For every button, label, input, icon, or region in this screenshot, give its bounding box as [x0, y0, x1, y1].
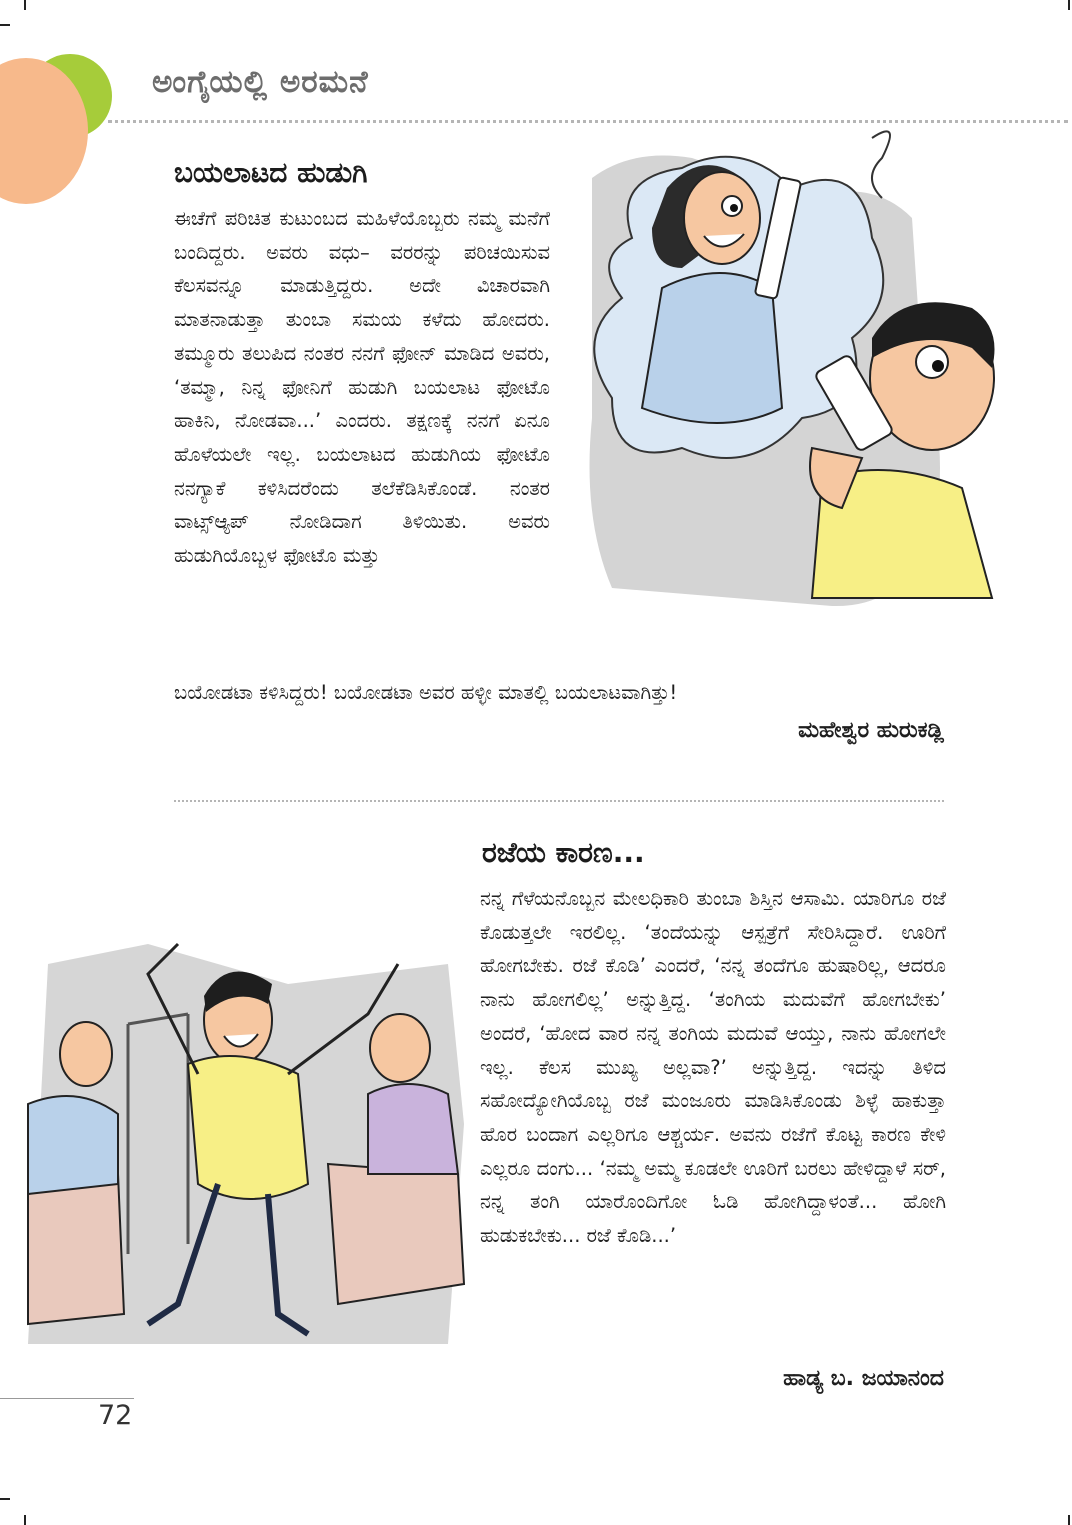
woman-face	[684, 172, 760, 264]
text-line: ವರರನ್ನು ಪರಿಚಯಿಸುವ ಕೆಲಸವನ್ನೂ	[174, 240, 551, 298]
story1-title: ಬಯಲಾಟದ ಹುಡುಗಿ	[174, 156, 368, 189]
text-line: ನಮ್ಮ ಮನೆಗೆ ಬಂದಿದ್ದರು. ಅವರು ವಧು–	[174, 207, 550, 264]
story2-author: ಹಾಡ್ಯ ಬ. ಜಯಾನಂದ	[783, 1366, 944, 1391]
dancer-shirt	[188, 1056, 308, 1199]
crop-mark-bottom-left	[24, 1515, 26, 1525]
story1-body	[174, 202, 550, 573]
crop-mark-top-left	[24, 0, 26, 10]
text-line: ‘ತಂಗಿಯ ಮದುವೆಗೆ ಹೋಗಬೇಕು’ ಅಂದರೆ, ‘ಹೋದ	[480, 988, 946, 1045]
text-line: ತಕ್ಷಣಕ್ಕೆ ನನಗೆ ಏನೂ ಹೊಳೆಯಲೇ ಇಲ್ಲ.	[174, 409, 550, 466]
text-line: ವಾರ ನನ್ನ ತಂಗಿಯ ಮದುವೆ ಆಯ್ತು, ನಾನು ಹೋಗಲೇ	[598, 1021, 946, 1045]
text-line: ಹುಷಾರಿಲ್ಲ, ಆದರೂ ನಾನು ಹೋಗಲಿಲ್ಲ’ ಅನ್ನುತ್ತಿದ್ದ.	[480, 954, 946, 1012]
bubble-tail	[872, 131, 890, 198]
text-line: ನಿನ್ನ ಫೋನಿಗೆ ಹುಡುಗಿ ಬಯಲಾಟ	[241, 375, 481, 399]
story2-body	[480, 882, 946, 1253]
text-line: ಸಹೋದ್ಯೋಗಿಯೊಬ್ಬ ರಜೆ ಮಂಜೂರು ಮಾಡಿಸಿಕೊಂಡು	[480, 1089, 842, 1113]
crop-mark-left-upper	[0, 24, 10, 26]
text-line: ನನ್ನ ಗೆಳೆಯನೊಬ್ಬನ ಮೇಲಧಿಕಾರಿ ತುಂಬಾ ಶಿಸ್ತಿನ	[480, 887, 784, 910]
text-line: ಹೋದರು. ತಮ್ಮೂರು ತಲುಪಿದ ನಂತರ	[174, 308, 550, 365]
coworker-left-shirt	[28, 1096, 118, 1194]
text-line: ನಂತರ ವಾಟ್ಸ್ಆ್ಯಪ್ ನೋಡಿದಾಗ ತಿಳಿಯಿತು.	[174, 476, 550, 534]
text-line: ಹೋಗಿ ಹುಡುಕಬೇಕು... ರಜೆ ಕೊಡಿ...’	[480, 1190, 946, 1248]
crop-mark-top-right	[1068, 0, 1070, 10]
story2-paragraph	[480, 882, 946, 1253]
text-line: ಇಲ್ಲ. ಕೆಲಸ ಮುಖ್ಯ ಅಲ್ಲವಾ?’ ಅನ್ನುತ್ತಿದ್ದ. ಇದನ್ನು ತಿಳಿದ	[480, 1055, 946, 1079]
text-line: ಆಸಾಮಿ. ಯಾರಿಗೂ ರಜೆ ಕೊಡುತ್ತಲೇ ಇರಲಿಲ್ಲ.	[480, 887, 946, 944]
coworker-right-jacket	[368, 1084, 458, 1174]
text-line: ನನಗೆ ಫೋನ್ ಮಾಡಿದ ಅವರು, ‘ತಮ್ಮಾ,	[174, 341, 550, 399]
text-line: ‘ತಂದೆಯನ್ನು ಆಸ್ಪತ್ರೆಗೆ ಸೇರಿಸಿದ್ದಾರೆ. ಊರಿಗೆ	[644, 920, 946, 944]
coworker-right-face	[370, 1014, 430, 1082]
text-line: ಬಯಲಾಟದ ಹುಡುಗಿಯ ಫೋಟೊ	[316, 442, 550, 466]
story-divider	[174, 800, 944, 802]
story1-last-line: ಬಯೋಡಟಾ ಕಳಿಸಿದ್ದರು! ಬಯೋಡಟಾ ಅವರ ಹಳ್ಳೀ ಮಾತಲ್ಲಿ ಬಯಲಾಟವಾಗಿತ್ತು!	[174, 681, 678, 704]
crop-mark-left-lower	[0, 1498, 10, 1500]
story1-paragraph	[174, 202, 550, 573]
text-line: ಶಿಳ್ಳೆ ಹಾಕುತ್ತಾ ಹೊರ ಬಂದಾಗ ಎಲ್ಲರಿಗೂ ಆಶ್ಚರ್ಯ.	[480, 1089, 947, 1146]
text-line: ನನಗ್ಯಾಕೆ ಕಳಿಸಿದರೆಂದು ತಲೆಕೆಡಿಸಿಕೊಂಡೆ.	[174, 476, 478, 500]
text-line: ಫೋಟೊ ಹಾಕಿನಿ, ನೋಡವಾ...’ ಎಂದರು.	[174, 375, 551, 433]
text-line: ‘ನಮ್ಮ ಅಮ್ಮ ಕೂಡಲೇ ಊರಿಗೆ ಬರಲು ಹೇಳಿದ್ದಾಳೆ ಸರ್,	[599, 1156, 946, 1180]
text-line: ಅವರು ಹುಡುಗಿಯೊಬ್ಬಳ ಫೋಟೊ ಮತ್ತು	[174, 510, 550, 568]
page-number: 72	[98, 1400, 133, 1431]
text-line: ಹೋಗಬೇಕು. ರಜೆ ಕೊಡಿ’ ಎಂದರೆ, ‘ನನ್ನ ತಂದೆಗೂ	[480, 954, 809, 978]
page-number-rule	[0, 1398, 134, 1399]
text-line: ಮಾತನಾಡುತ್ತಾ ತುಂಬಾ ಸಮಯ ಕಳೆದು	[174, 308, 462, 332]
story1-author: ಮಹೇಶ್ವರ ಹುರುಕಡ್ಲಿ	[798, 718, 944, 743]
text-line: ಈಚೆಗೆ ಪರಿಚಿತ ಕುಟುಂಬದ ಮಹಿಳೆಯೊಬ್ಬರು	[174, 207, 460, 230]
crop-mark-bottom-right	[1068, 1515, 1070, 1525]
coworker-left-face	[60, 1022, 112, 1086]
cartoon-phone-photo	[572, 118, 1072, 618]
man-eye	[916, 346, 948, 378]
text-line: ನನ್ನ ತಂಗಿ ಯಾರೊಂದಿಗೋ ಓಡಿ ಹೋಗಿದ್ದಾಳಂತೆ...	[480, 1190, 878, 1214]
story2-title: ರಜೆಯ ಕಾರಣ...	[482, 836, 645, 869]
section-title: ಅಂಗೈಯಲ್ಲಿ ಅರಮನೆ	[152, 64, 369, 100]
text-line: ಅವನು ರಜೆಗೆ ಕೊಟ್ಟ ಕಾರಣ ಕೇಳಿ ಎಲ್ಲರೂ ದಂಗು...	[480, 1122, 946, 1180]
left-desk	[28, 1174, 124, 1324]
right-desk	[328, 1164, 464, 1304]
cartoon-office-leave	[28, 924, 468, 1354]
text-line: ಮಾಡುತ್ತಿದ್ದರು. ಅದೇ ವಿಚಾರವಾಗಿ	[280, 274, 550, 298]
